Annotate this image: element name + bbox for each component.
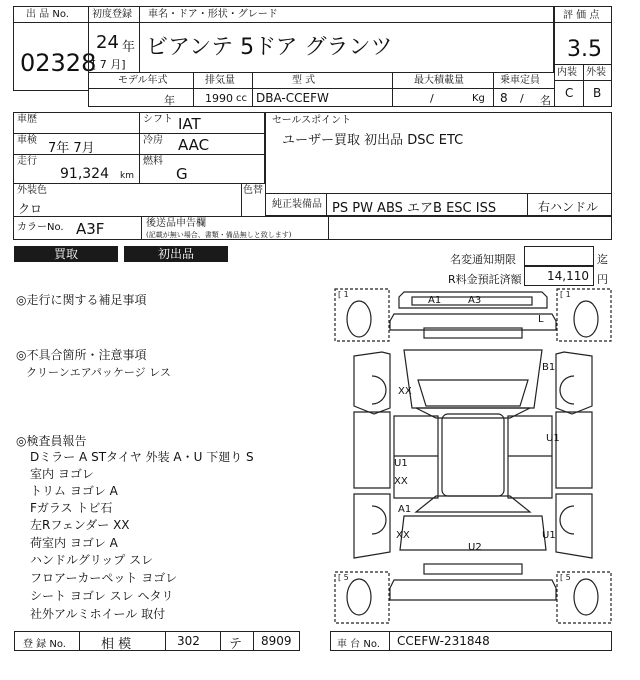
damage-mark: XX (394, 476, 408, 487)
registration-number-label: 登 録 No. (23, 639, 66, 650)
car-name: ビアンテ 5ドア グランツ (146, 35, 393, 60)
purchase-badge: 買取 (14, 246, 118, 262)
exterior-color-label: 外装色 (17, 185, 47, 196)
registration-region: 相 模 (101, 637, 132, 652)
damage-mark: XX (396, 530, 410, 541)
recycle-value: 14,110 (547, 269, 589, 283)
registration-year-unit: 年 (122, 40, 136, 55)
defect-line: クリーンエアパッケージ レス (26, 366, 171, 379)
inspector-line: 社外アルミホイール 取付 (30, 607, 166, 621)
tire-front-right-label: [ 1 (560, 290, 571, 299)
sales-point-box (265, 112, 612, 194)
type-code: DBA-CCEFW (256, 91, 329, 105)
mileage-label: 走行 (17, 156, 37, 167)
handle-value: 右ハンドル (538, 200, 599, 214)
mileage-box (13, 154, 140, 184)
inspector-line: 室内 ヨゴレ (30, 467, 94, 481)
aircon-value: AAC (178, 136, 210, 154)
right-doors (508, 416, 552, 498)
rear-bumper (390, 580, 556, 600)
damage-mark: L (538, 314, 544, 325)
registration-year: 24 (96, 32, 119, 53)
damage-mark: U1 (542, 530, 556, 541)
displacement-value: 1990 (205, 92, 233, 105)
car-damage-diagram (334, 288, 612, 624)
lot-number-box (13, 6, 97, 91)
damage-mark: B1 (542, 362, 556, 373)
first-registration-label: 初度登録 (92, 9, 132, 20)
driving-remarks-title: ◎走行に関する補足事項 (16, 293, 147, 307)
inspector-line: 荷室内 ヨゴレ A (30, 536, 118, 550)
tire-rear-right-label: [ 5 (560, 573, 571, 582)
shift-box (139, 112, 265, 134)
inspector-line: Dミラー A STタイヤ 外装 A・U 下廻り S (30, 450, 254, 464)
inspection-value: 7年 7月 (48, 141, 95, 156)
recycle-box (524, 266, 594, 286)
model-year-label: モデル年式 (118, 75, 168, 86)
damage-mark: XX (398, 386, 412, 397)
inspector-line: Fガラス トビ石 (30, 501, 113, 515)
left-side-panel (354, 412, 390, 488)
tire-front-left-label: [ 1 (338, 290, 349, 299)
history-label: 車歴 (17, 114, 37, 125)
inspector-line: トリム ヨゴレ A (30, 484, 118, 498)
interior-grade: C (565, 86, 574, 100)
lot-number-label: 出 品 No. (26, 9, 69, 20)
history-box (13, 112, 140, 134)
damage-mark: U1 (546, 433, 560, 444)
kg-unit: Kg (472, 93, 485, 104)
equipment-label: 純正装備品 (272, 199, 322, 210)
fuel-value: G (176, 165, 188, 183)
inspector-line: ハンドルグリップ スレ (30, 553, 154, 567)
tire-rear-left (347, 579, 371, 615)
max-load-label: 最大積載量 (414, 75, 464, 86)
exterior-grade: B (593, 86, 602, 100)
inspector-line: 左Rフェンダー XX (30, 518, 130, 532)
max-load-value: / (430, 92, 434, 105)
shift-label: シフト (143, 114, 173, 125)
chassis-number-value: CCEFW-231848 (397, 634, 490, 648)
fuel-label: 燃料 (143, 156, 163, 167)
color-number-box (13, 216, 142, 240)
sales-point-value: ユーザー買取 初出品 DSC ETC (282, 133, 464, 148)
repaint-box (241, 183, 266, 217)
documents-label: 後送品申告欄 (146, 218, 206, 229)
color-number-label: カラーNo. (17, 222, 64, 233)
damage-mark: U2 (468, 542, 482, 553)
first-listing-badge: 初出品 (124, 246, 228, 262)
handle-box (527, 193, 612, 216)
exterior-color-value: クロ (18, 202, 43, 216)
chassis-number-box (330, 631, 612, 651)
inspector-line: シート ヨゴレ スレ ヘタリ (30, 589, 174, 603)
roof (442, 414, 504, 496)
tire-front-left (347, 301, 371, 337)
chassis-number-label: 車 台 No. (337, 639, 380, 650)
registration-kana: テ (229, 637, 243, 652)
registration-month: [ 7 月] (92, 58, 126, 71)
capacity-unit: 名 (540, 94, 551, 107)
color-number-value: A3F (76, 220, 105, 238)
registration-class: 302 (177, 634, 200, 648)
registration-number-box (14, 631, 300, 651)
exterior-label: 外装 (586, 67, 606, 78)
aircon-label: 冷房 (143, 135, 163, 146)
fuel-box (139, 154, 265, 184)
tire-rear-right (574, 579, 598, 615)
tire-rear-left-label: [ 5 (338, 573, 349, 582)
documents-box (141, 216, 329, 240)
repaint-label: 色替 (243, 185, 263, 196)
sales-point-label: セールスポイント (272, 115, 352, 126)
model-year-value: 年 (164, 94, 175, 107)
right-side-panel (556, 412, 592, 488)
rear-panel (424, 564, 522, 574)
score-label: 評 価 点 (563, 10, 600, 21)
tire-front-right (574, 301, 598, 337)
capacity-label: 乗車定員 (500, 75, 540, 86)
damage-mark: A1 (428, 295, 442, 306)
recycle-label: R料金預託済額 (448, 273, 522, 286)
inspector-line: フロアーカーペット ヨゴレ (30, 571, 178, 585)
aircon-box (139, 133, 265, 155)
name-change-unit: 迄 (597, 253, 608, 266)
displacement-label: 排気量 (205, 75, 235, 86)
inspection-box (13, 133, 140, 155)
damage-mark: A3 (468, 295, 482, 306)
score-value: 3.5 (567, 37, 602, 62)
damage-mark: U1 (394, 458, 408, 469)
defects-title: ◎不具合箇所・注意事項 (16, 348, 147, 362)
documents-note: (記載が無い場合、書類・備品無しと致します) (146, 231, 292, 239)
exterior-color-box (13, 183, 242, 217)
type-label: 型 式 (292, 75, 316, 86)
car-name-label: 車名・ドア・形状・グレード (148, 9, 278, 20)
inspector-title: ◎検査員報告 (16, 434, 87, 448)
equipment-value: PS PW ABS エアB ESC ISS (332, 201, 497, 216)
recycle-unit: 円 (597, 273, 608, 286)
documents-area (328, 216, 612, 240)
mileage-value: 91,324 (60, 166, 109, 182)
name-change-box (524, 246, 594, 266)
mileage-unit: km (120, 171, 134, 181)
cc-unit: cc (236, 93, 247, 104)
lot-number: 02328 (20, 49, 97, 77)
hood (404, 350, 542, 408)
capacity-value: 8 (500, 91, 508, 105)
capacity-separator: / (520, 92, 524, 105)
shift-value: IAT (178, 115, 201, 133)
equipment-box (265, 193, 528, 216)
name-change-label: 名変通知期限 (450, 253, 516, 266)
damage-mark: A1 (398, 504, 412, 515)
inspection-label: 車検 (17, 135, 37, 146)
registration-number: 8909 (261, 634, 292, 648)
interior-label: 内装 (557, 67, 577, 78)
